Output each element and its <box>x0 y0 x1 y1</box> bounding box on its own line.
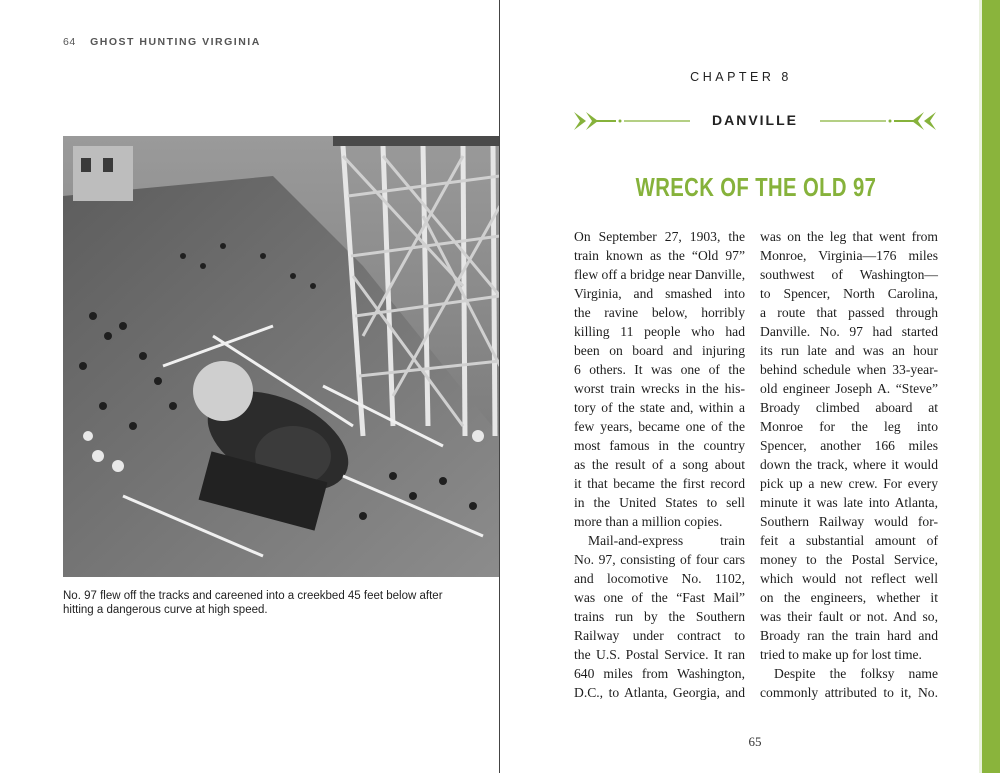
text-line: Spencer, another 166 miles <box>760 438 938 453</box>
text-line: Southern Railway would for- <box>760 514 938 529</box>
text-line: Monroe for the leg into <box>760 419 938 434</box>
story-title: WRECK OF THE OLD 97 <box>635 172 877 202</box>
text-column-right <box>760 227 938 702</box>
green-page-edge <box>982 0 1000 773</box>
text-line: was on the leg that went from <box>760 229 938 244</box>
train-wreck-photo-drawing <box>63 136 500 577</box>
text-line: Virginia, and smashed into <box>574 286 745 301</box>
arrow-ornament-left-icon <box>574 112 690 130</box>
text-line: worst train wrecks in the his- <box>574 381 745 396</box>
text-line: trains run by the Southern <box>574 609 745 624</box>
text-line: tory of the state and, within a <box>574 400 745 415</box>
chapter-title: DANVILLE <box>690 112 820 128</box>
right-page-number: 65 <box>748 734 762 749</box>
text-line: money to the Postal Service, <box>760 552 938 567</box>
text-line: few years, became one of the <box>574 419 745 434</box>
left-page-number: 64 <box>63 36 76 48</box>
text-line: Broady ran the train hard and <box>760 628 938 643</box>
text-line: pick up a new crew. For every <box>760 476 938 491</box>
text-line: on the engineers, whether it <box>760 590 938 605</box>
chapter-label: CHAPTER 8 <box>690 70 792 84</box>
text-line: Despite the folksy name <box>774 666 938 681</box>
text-line: down the track, where it would <box>760 457 938 472</box>
text-line: southwest of Washington— <box>760 267 938 282</box>
left-page <box>0 0 499 773</box>
train-wreck-photo <box>63 136 500 577</box>
text-line: Broady climbed aboard at <box>760 400 938 415</box>
text-line: which would not reflect well <box>760 571 938 586</box>
running-title: GHOST HUNTING VIRGINIA <box>90 36 261 48</box>
text-line: was one of the “Fast Mail” <box>574 590 745 605</box>
text-line: commonly attributed to it, No. <box>760 685 938 700</box>
photo-caption: No. 97 flew off the tracks and careened into a creekbed 45 feet below after hitting a dangerous curve at high speed. <box>63 590 443 616</box>
text-line: train known as the “Old 97” <box>574 248 745 263</box>
text-line: been on board and injuring <box>574 343 745 358</box>
text-line: No. 97, consisting of four cars <box>574 552 745 567</box>
text-line: flew off a bridge near Danville, <box>574 267 746 282</box>
text-line: was their fault or not. And so, <box>760 609 938 624</box>
text-line: Danville. No. 97 had started <box>760 324 938 339</box>
text-line: Railway under contract to <box>574 628 745 643</box>
text-line: more than a million copies. <box>574 514 723 529</box>
text-line: behind schedule when 33-year- <box>760 362 938 377</box>
text-line: and locomotive No. 1102, <box>574 571 745 586</box>
text-line: On September 27, 1903, the <box>574 229 745 244</box>
text-line: tried to make up for lost time. <box>760 647 922 662</box>
text-line: most famous in the country <box>574 438 745 453</box>
text-line: Monroe, Virginia—176 miles <box>760 248 938 263</box>
text-line: D.C., to Atlanta, Georgia, and <box>574 685 745 700</box>
text-column-left <box>574 227 745 702</box>
running-head <box>63 36 261 48</box>
text-line: killing 11 people who had <box>574 324 745 339</box>
text-line: its run late and was an hour <box>760 343 938 358</box>
text-line: old engineer Joseph A. “Steve” <box>760 381 938 396</box>
arrow-ornament-right-icon <box>820 112 936 130</box>
text-line: feit a substantial amount of <box>760 533 938 548</box>
text-line: 640 miles from Washington, <box>574 666 745 681</box>
text-line: the U.S. Postal Service. It ran <box>574 647 745 662</box>
text-line: a route that passed through <box>760 305 938 320</box>
text-line: the ravine below, horribly <box>574 305 745 320</box>
text-line: 6 others. It was one of the <box>574 362 745 377</box>
text-line: minute it was late into Atlanta, <box>760 495 938 510</box>
text-line: Mail-and-express train <box>588 533 745 548</box>
text-line: to Spencer, North Carolina, <box>760 286 938 301</box>
text-line: in the United States to sell <box>574 495 745 510</box>
text-line: it that became the first record <box>574 476 745 491</box>
text-line: as the result of a song about <box>574 457 745 472</box>
